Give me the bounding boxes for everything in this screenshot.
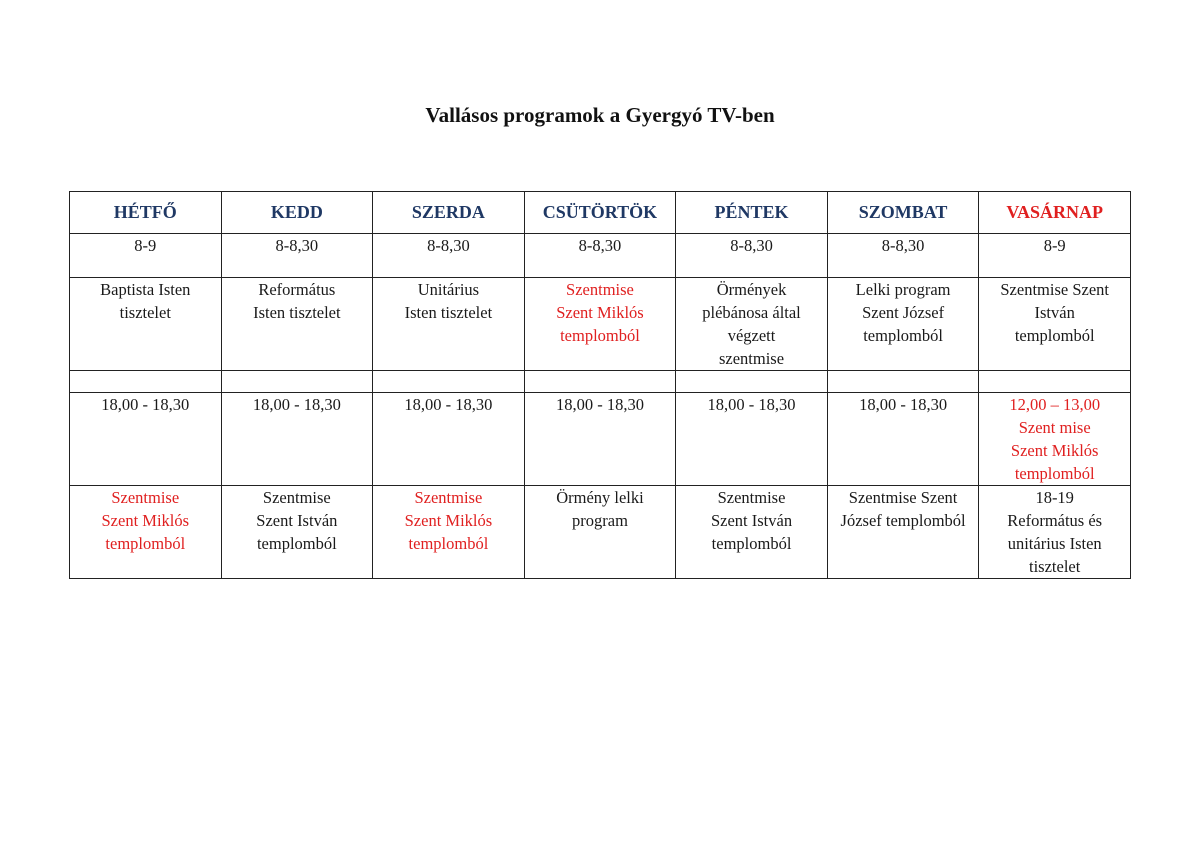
- morning-time-saturday: 8-8,30: [827, 234, 979, 278]
- morning-time-friday: 8-8,30: [676, 234, 828, 278]
- day-header-monday: HÉTFŐ: [70, 192, 222, 234]
- empty-cell: [221, 371, 373, 393]
- cell-line: Szent Miklós: [101, 511, 190, 530]
- cell-line: Örmények: [716, 280, 787, 299]
- cell-line: Szentmise: [566, 280, 634, 299]
- cell-line: templomból: [105, 534, 186, 553]
- cell-line: Isten tisztelet: [253, 303, 341, 322]
- cell-line: plébánosa által: [702, 303, 801, 322]
- cell-line: 18,00 - 18,30: [555, 395, 644, 414]
- cell-line: 18,00 - 18,30: [101, 395, 190, 414]
- morning-time-row: [70, 234, 1131, 278]
- cell-line: tisztelet: [1029, 557, 1081, 576]
- cell-line: Református: [258, 280, 336, 299]
- cell-line: templomból: [408, 534, 489, 553]
- evening-program-wednesday: [373, 486, 525, 579]
- morning-program-sunday: [979, 278, 1131, 371]
- cell-line: 18,00 - 18,30: [252, 395, 341, 414]
- cell-line: Szent mise: [1018, 418, 1091, 437]
- page-title: Vallásos programok a Gyergyó TV-ben: [425, 103, 775, 127]
- cell-line: Szent Miklós: [404, 511, 493, 530]
- day-header-wednesday: SZERDA: [373, 192, 525, 234]
- cell-line: Szentmise: [414, 488, 483, 507]
- schedule-table: [69, 191, 1131, 579]
- cell-line: József templomból: [840, 511, 966, 530]
- cell-line: templomból: [560, 326, 640, 345]
- evening-program-saturday: [827, 486, 979, 579]
- cell-line: Szent Miklós: [556, 303, 644, 322]
- evening-time-tuesday: [221, 393, 373, 486]
- morning-time-wednesday: 8-8,30: [373, 234, 525, 278]
- cell-line: Isten tisztelet: [404, 303, 493, 322]
- cell-line: templomból: [1014, 464, 1095, 483]
- evening-time-friday: [676, 393, 828, 486]
- cell-line: 18-19: [1035, 488, 1074, 507]
- evening-program-tuesday: [221, 486, 373, 579]
- cell-line: program: [572, 511, 628, 530]
- cell-line: 12,00 – 13,00: [1009, 395, 1101, 414]
- cell-line: Szentmise Szent: [848, 488, 958, 507]
- cell-line: templomból: [711, 534, 792, 553]
- cell-line: Református és: [1007, 511, 1103, 530]
- evening-time-saturday: [827, 393, 979, 486]
- cell-line: szentmise: [718, 349, 785, 368]
- cell-line: 18,00 - 18,30: [859, 395, 948, 414]
- cell-line: templomból: [1014, 326, 1095, 345]
- empty-cell: [524, 371, 676, 393]
- morning-time-sunday: 8-9: [979, 234, 1131, 278]
- morning-program-friday: [676, 278, 828, 371]
- day-header-sunday: VASÁRNAP: [979, 192, 1131, 234]
- day-header-row: [70, 192, 1131, 234]
- empty-cell: [373, 371, 525, 393]
- cell-line: 18,00 - 18,30: [707, 395, 796, 414]
- evening-time-monday: [70, 393, 222, 486]
- morning-program-wednesday: [373, 278, 525, 371]
- cell-line: Baptista Isten: [100, 280, 191, 299]
- empty-cell: [979, 371, 1131, 393]
- morning-program-tuesday: [221, 278, 373, 371]
- morning-program-thursday: [524, 278, 676, 371]
- cell-line: Lelki program: [855, 280, 951, 299]
- empty-cell: [827, 371, 979, 393]
- morning-time-monday: 8-9: [70, 234, 222, 278]
- cell-line: végzett: [727, 326, 776, 345]
- evening-time-wednesday: [373, 393, 525, 486]
- evening-time-sunday: [979, 393, 1131, 486]
- day-header-saturday: SZOMBAT: [827, 192, 979, 234]
- evening-program-thursday: [524, 486, 676, 579]
- empty-cell: [676, 371, 828, 393]
- day-header-thursday: CSÜTÖRTÖK: [524, 192, 676, 234]
- cell-line: Szentmise: [262, 488, 331, 507]
- evening-program-row: [70, 486, 1131, 579]
- day-header-friday: PÉNTEK: [676, 192, 828, 234]
- morning-program-row: [70, 278, 1131, 371]
- cell-line: unitárius Isten: [1007, 534, 1102, 553]
- evening-program-friday: [676, 486, 828, 579]
- day-header-tuesday: KEDD: [221, 192, 373, 234]
- cell-line: Szentmise: [111, 488, 180, 507]
- evening-time-row: [70, 393, 1131, 486]
- cell-line: Szentmise Szent: [1000, 280, 1109, 299]
- evening-program-sunday: [979, 486, 1131, 579]
- morning-program-saturday: [827, 278, 979, 371]
- cell-line: templomból: [863, 326, 943, 345]
- cell-line: Szent István: [256, 511, 338, 530]
- cell-line: István: [1034, 303, 1075, 322]
- morning-time-tuesday: 8-8,30: [221, 234, 373, 278]
- morning-program-monday: [70, 278, 222, 371]
- cell-line: Szent József: [862, 303, 945, 322]
- cell-line: Szentmise: [717, 488, 786, 507]
- cell-line: 18,00 - 18,30: [404, 395, 493, 414]
- empty-cell: [70, 371, 222, 393]
- cell-line: Szent István: [710, 511, 793, 530]
- cell-line: tisztelet: [119, 303, 171, 322]
- spacer-row: [70, 371, 1131, 393]
- cell-line: Unitárius: [417, 280, 480, 299]
- cell-line: templomból: [256, 534, 337, 553]
- cell-line: Szent Miklós: [1010, 441, 1099, 460]
- cell-line: Örmény lelki: [556, 488, 644, 507]
- evening-time-thursday: [524, 393, 676, 486]
- morning-time-thursday: 8-8,30: [524, 234, 676, 278]
- evening-program-monday: [70, 486, 222, 579]
